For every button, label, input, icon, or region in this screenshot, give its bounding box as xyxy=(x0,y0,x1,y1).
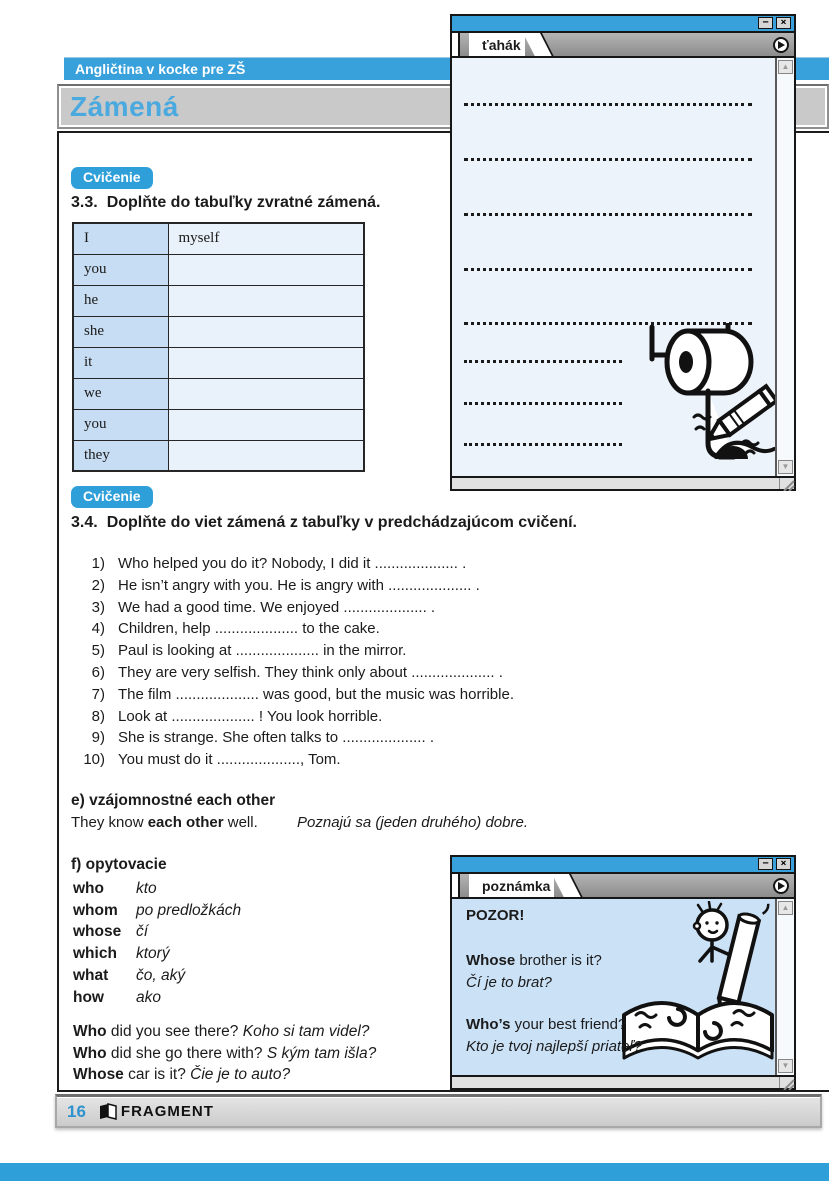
word-pair: who kto xyxy=(73,880,157,897)
resize-grip[interactable] xyxy=(779,1077,794,1088)
pronoun-cell: he xyxy=(73,285,168,316)
question-line: Whose car is it? Čie je to auto? xyxy=(73,1066,291,1084)
poznamka-content xyxy=(452,899,794,1075)
list-item: 10) You must do it ...................., Tom. xyxy=(83,751,341,769)
answer-cell xyxy=(168,409,364,440)
toilet-paper-pencil-illustration xyxy=(630,323,780,468)
note-text xyxy=(452,899,667,1057)
minimize-icon[interactable]: − xyxy=(758,17,773,29)
scroll-down-icon[interactable]: ▼ xyxy=(778,460,793,474)
page-number: 16 xyxy=(67,1101,86,1121)
table-row xyxy=(73,409,364,440)
scroll-down-icon[interactable]: ▼ xyxy=(778,1059,793,1073)
answer-cell xyxy=(168,285,364,316)
tab-bar-notch xyxy=(452,874,460,897)
table-row xyxy=(73,440,364,471)
scrollbar[interactable] xyxy=(775,899,794,1075)
dotted-line xyxy=(464,158,752,161)
note-line: Čí je to brat? xyxy=(466,973,552,991)
exercise-number: 3.3. xyxy=(71,194,98,211)
section-e-example: They know each other well. Poznajú sa (jeden druhého) dobre. xyxy=(71,814,528,831)
window-title-bar[interactable] xyxy=(452,16,794,33)
exercise-badge: Cvičenie xyxy=(71,486,153,508)
pronoun-cell: she xyxy=(73,316,168,347)
pronoun-cell: you xyxy=(73,409,168,440)
pronoun-cell: it xyxy=(73,347,168,378)
resize-grip-icon xyxy=(780,480,795,491)
answer-cell xyxy=(168,254,364,285)
resize-grip-icon xyxy=(780,1079,795,1090)
table-row xyxy=(73,316,364,347)
window-tab-bar xyxy=(452,33,794,58)
series-title: Angličtina v kocke pre ZŠ xyxy=(75,61,246,77)
word-pair: whose čí xyxy=(73,923,149,941)
tahak-content xyxy=(452,58,794,476)
dotted-line xyxy=(464,268,752,271)
translation: Poznajú sa (jeden druhého) dobre. xyxy=(297,814,528,831)
window-status-bar xyxy=(452,1075,794,1088)
table-row xyxy=(73,285,364,316)
list-item: 4) Children, help .................... to the cake. xyxy=(91,620,380,638)
page-footer xyxy=(55,1094,822,1128)
exercise-34-heading xyxy=(71,514,577,532)
list-item: 3) We had a good time. We enjoyed .................... . xyxy=(91,598,436,616)
exercise-title: Doplňte do tabuľky zvratné zámená. xyxy=(106,194,381,211)
warning-title: POZOR! xyxy=(466,907,525,924)
fragment-logo: FRAGMENT xyxy=(98,1103,214,1120)
scroll-up-icon[interactable]: ▲ xyxy=(778,901,793,915)
tahak-window xyxy=(450,14,796,491)
window-tab-bar xyxy=(452,874,794,899)
book-logo-icon xyxy=(98,1103,118,1120)
question-line: Who did she go there with? S kým tam išla? xyxy=(73,1044,377,1062)
window-title-bar[interactable] xyxy=(452,857,794,874)
word-pair: what čo, aký xyxy=(73,966,186,984)
section-e-heading: e) vzájomnostné each other xyxy=(71,792,276,809)
answer-cell xyxy=(168,378,364,409)
exercise-34-list xyxy=(71,553,514,771)
table-row xyxy=(73,378,364,409)
list-item: 6) They are very selfish. They think only about .................... . xyxy=(91,663,503,681)
list-item: 9) She is strange. She often talks to .................... . xyxy=(91,729,434,747)
dotted-line xyxy=(464,103,752,106)
answer-cell xyxy=(168,316,364,347)
dotted-line xyxy=(464,443,622,446)
tab-bar-notch xyxy=(452,33,460,56)
exercise-33-heading xyxy=(71,194,380,212)
window-status-bar xyxy=(452,476,794,489)
list-item: 1) Who helped you do it? Nobody, I did it .................... . xyxy=(91,555,467,572)
resize-grip[interactable] xyxy=(779,478,794,489)
table-row xyxy=(73,223,364,254)
list-item: 2) He isn’t angry with you. He is angry with .................... . xyxy=(91,576,480,594)
tab-tahak[interactable]: ťahák xyxy=(469,33,525,56)
question-line: Who did you see there? Koho si tam videl? xyxy=(73,1023,370,1040)
pronoun-cell: we xyxy=(73,378,168,409)
dotted-line xyxy=(464,360,622,363)
pronoun-cell: you xyxy=(73,254,168,285)
next-page-header-strip xyxy=(0,1163,829,1181)
word-pair: how ako xyxy=(73,988,161,1006)
close-icon[interactable]: × xyxy=(776,17,791,29)
table-row xyxy=(73,254,364,285)
page-title: Zámená xyxy=(70,91,179,122)
exercise-number: 3.4. xyxy=(71,514,98,531)
section-f-heading: f) opytovacie xyxy=(71,856,167,873)
palette-menu-icon[interactable] xyxy=(773,878,789,894)
list-item: 5) Paul is looking at .................... in the mirror. xyxy=(91,642,407,660)
exercise-title: Doplňte do viet zámená z tabuľky v predchádzajúcom cvičení. xyxy=(106,514,577,531)
list-item: 8) Look at .................... ! You look horrible. xyxy=(91,707,383,725)
list-item: 7) The film .................... was good, but the music was horrible. xyxy=(91,685,514,703)
answer-cell xyxy=(168,347,364,378)
table-row xyxy=(73,347,364,378)
scrollbar[interactable] xyxy=(775,58,794,476)
tab-poznamka[interactable]: poznámka xyxy=(469,874,554,897)
exercise-badge: Cvičenie xyxy=(71,167,153,189)
dotted-line xyxy=(464,213,752,216)
pronoun-cell: I xyxy=(73,223,168,254)
example-questions xyxy=(73,1021,376,1086)
close-icon[interactable]: × xyxy=(776,858,791,870)
minimize-icon[interactable]: − xyxy=(758,858,773,870)
reflexive-pronouns-table xyxy=(72,222,365,472)
word-pair: which ktorý xyxy=(73,945,170,963)
answer-cell: myself xyxy=(168,223,364,254)
poznamka-window xyxy=(450,855,796,1090)
note-line: Who’s your best friend? xyxy=(466,1016,627,1033)
answer-cell xyxy=(168,440,364,471)
dotted-line xyxy=(464,402,622,405)
pronoun-cell: they xyxy=(73,440,168,471)
palette-menu-icon[interactable] xyxy=(773,37,789,53)
note-line: Whose brother is it? xyxy=(466,952,602,969)
note-line: Kto je tvoj najlepší priateľ? xyxy=(466,1037,642,1055)
word-pair: whom po predložkách xyxy=(73,901,242,919)
question-words-list xyxy=(73,878,241,1008)
scroll-up-icon[interactable]: ▲ xyxy=(778,60,793,74)
